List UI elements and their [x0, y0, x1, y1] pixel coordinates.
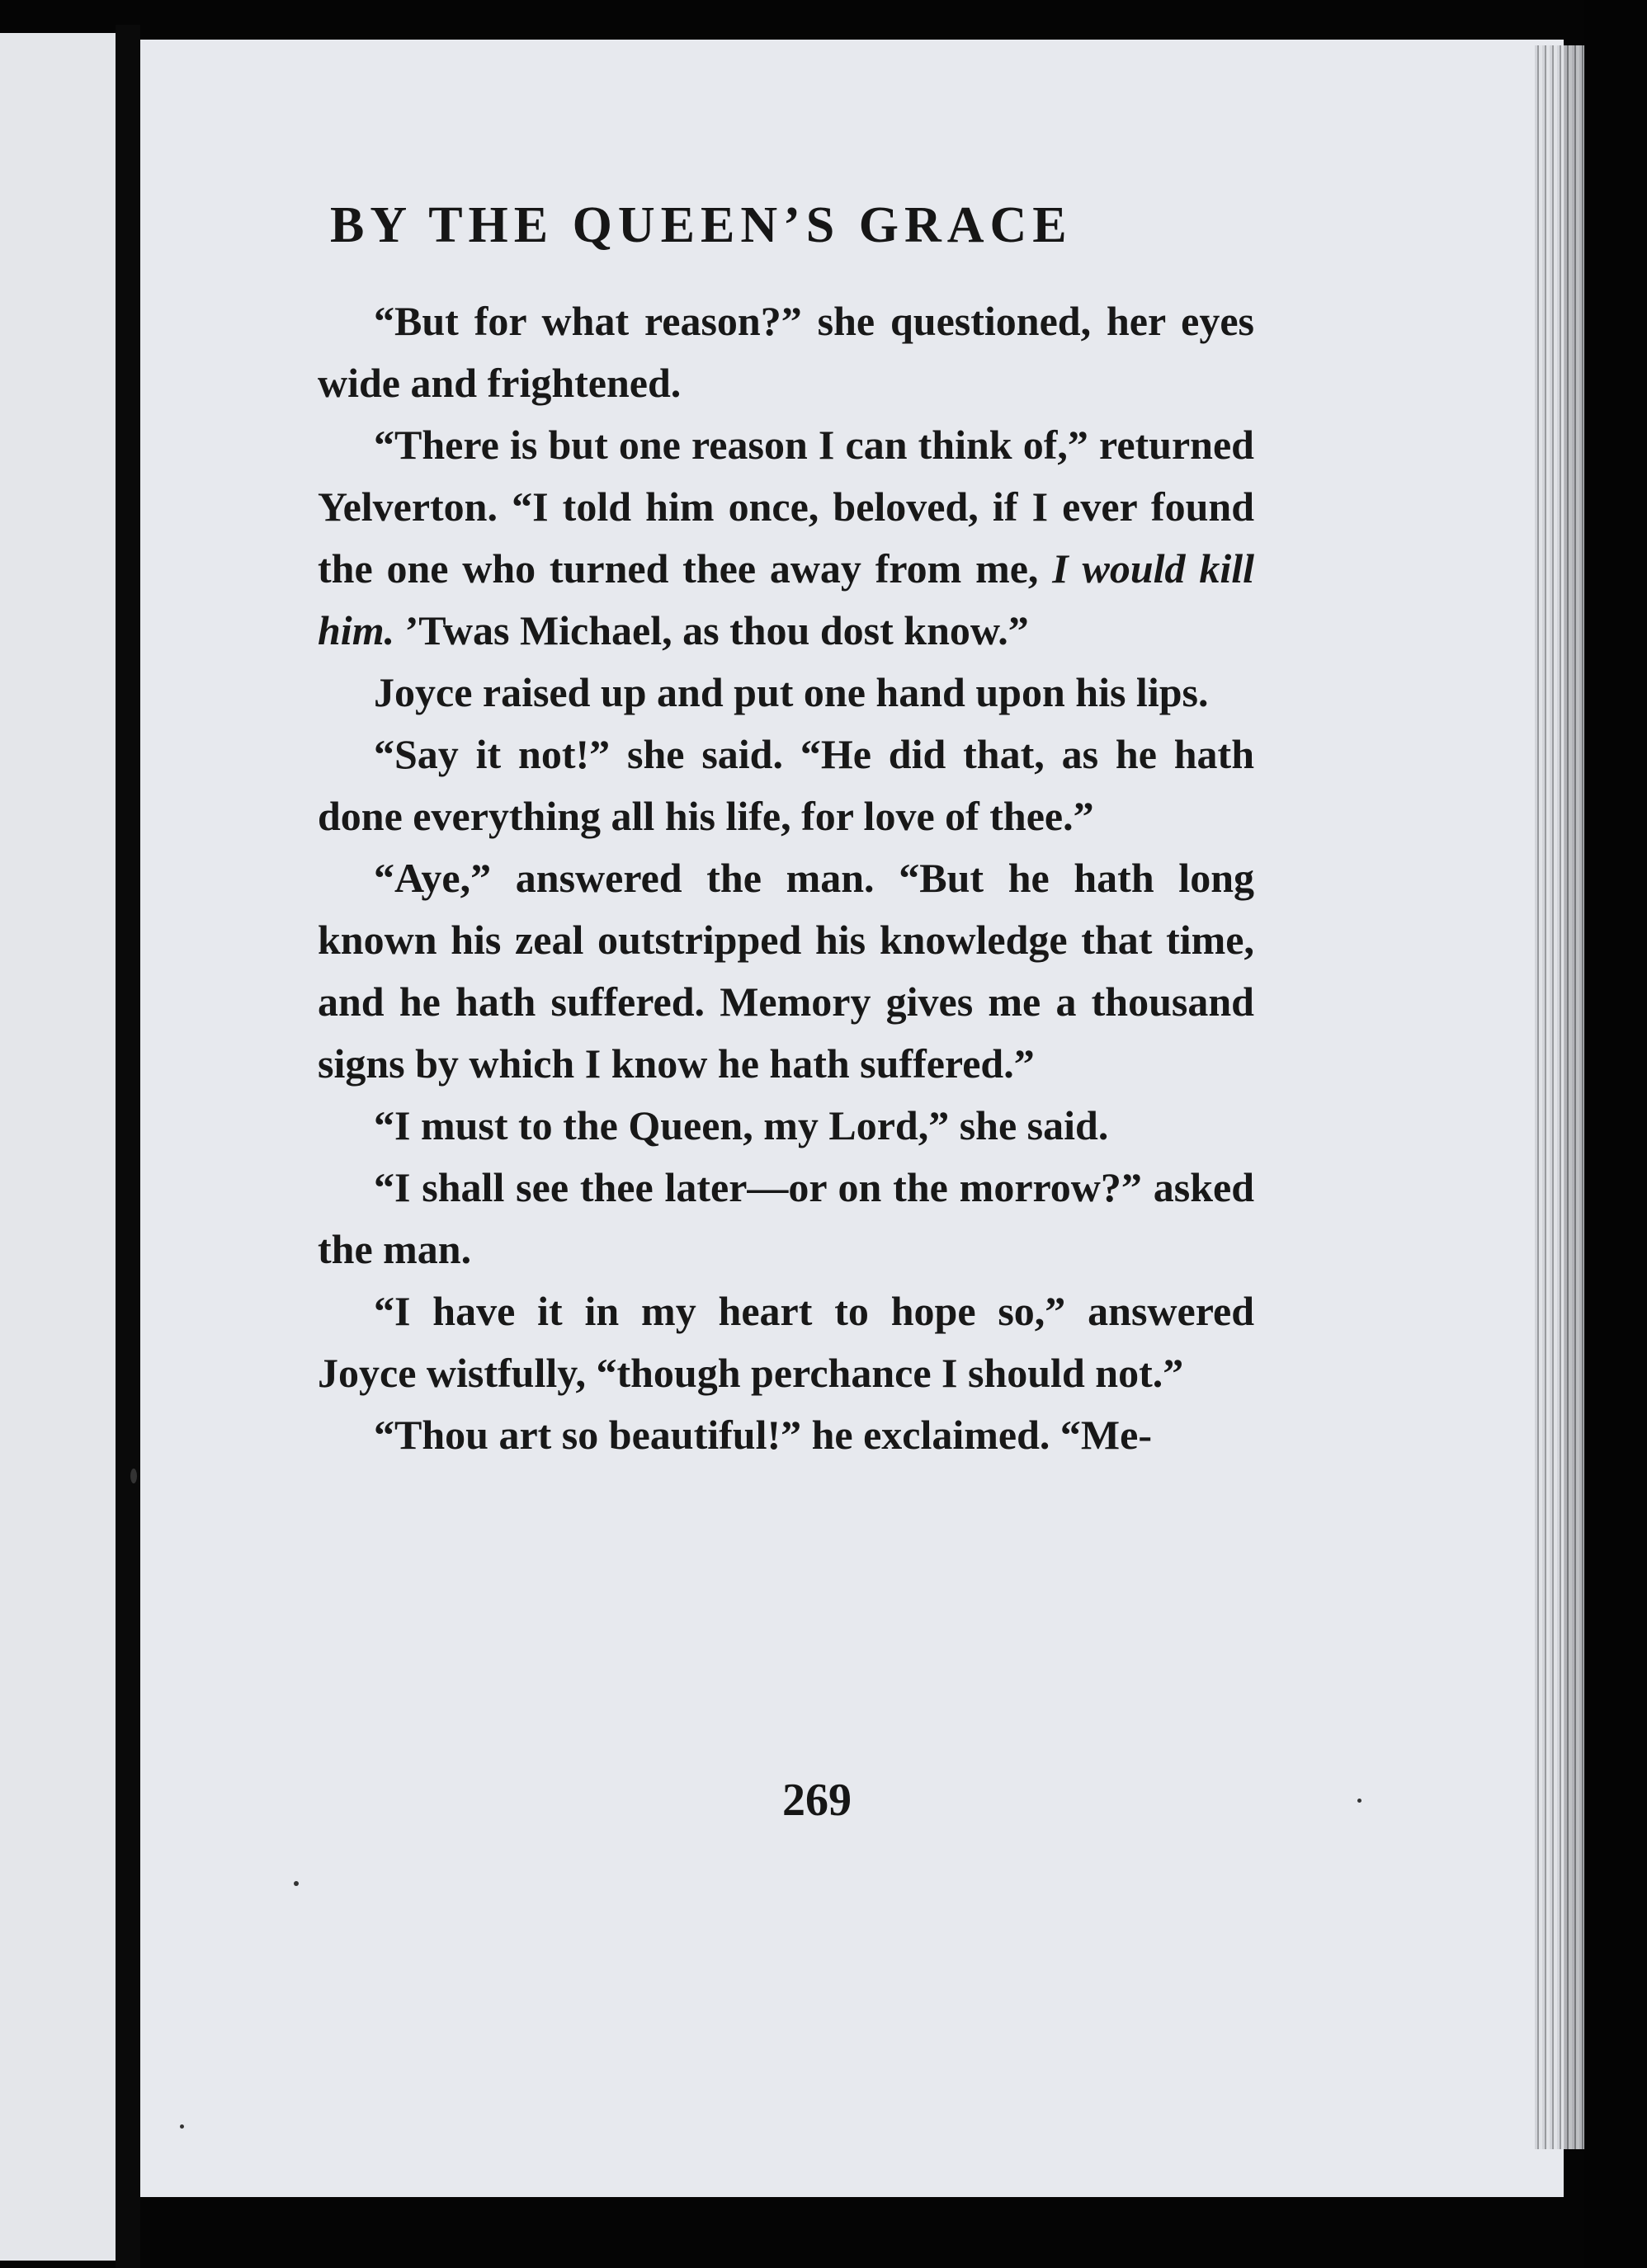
paragraph: “Aye,” answered the man. “But he hath long known his zeal outstripped his knowledge that time, and he hath suffered. Memory gives me a thousand signs by which I know he hath suffered.”: [318, 855, 1254, 1087]
scan-speck: [1357, 1799, 1361, 1803]
paragraph: “But for what reason?” she questioned, her eyes wide and frightened.: [318, 298, 1254, 406]
paragraph: “There is but one reason I can think of,” returned Yelverton. “I told him once, beloved, if I ever found the one who turned thee away from me, I would kill him. ’Twas Michael, as thou dost know.”: [318, 422, 1254, 653]
paragraph: “I shall see thee later—or on the morrow?” asked the man.: [318, 1164, 1254, 1272]
running-head: BY THE QUEEN’S GRACE: [330, 197, 1073, 253]
body-text: [318, 290, 1254, 1466]
paragraph: “Thou art so beautiful!” he exclaimed. “Me-: [374, 1412, 1152, 1458]
page-number: 269: [782, 1775, 852, 1826]
paragraph: “Say it not!” she said. “He did that, as he hath done everything all his life, for love of thee.”: [318, 731, 1254, 839]
scan-speck: [130, 1469, 137, 1483]
scan-speck: [294, 1881, 299, 1886]
book-gutter: [116, 25, 140, 2268]
paragraph: “I have it in my heart to hope so,” answered Joyce wistfully, “though perchance I should not.”: [318, 1288, 1254, 1396]
scan-background: [1584, 0, 1647, 2268]
emphasis: I would kill him.: [318, 545, 1254, 653]
scan-background-bottom: [140, 2197, 1584, 2268]
paragraph: “I must to the Queen, my Lord,” she said.: [374, 1102, 1109, 1148]
paragraph: Joyce raised up and put one hand upon his lips.: [374, 669, 1209, 715]
page-stack-edges: [1535, 45, 1584, 2149]
scan-speck: [180, 2124, 184, 2129]
facing-page-edge: [0, 33, 116, 2261]
